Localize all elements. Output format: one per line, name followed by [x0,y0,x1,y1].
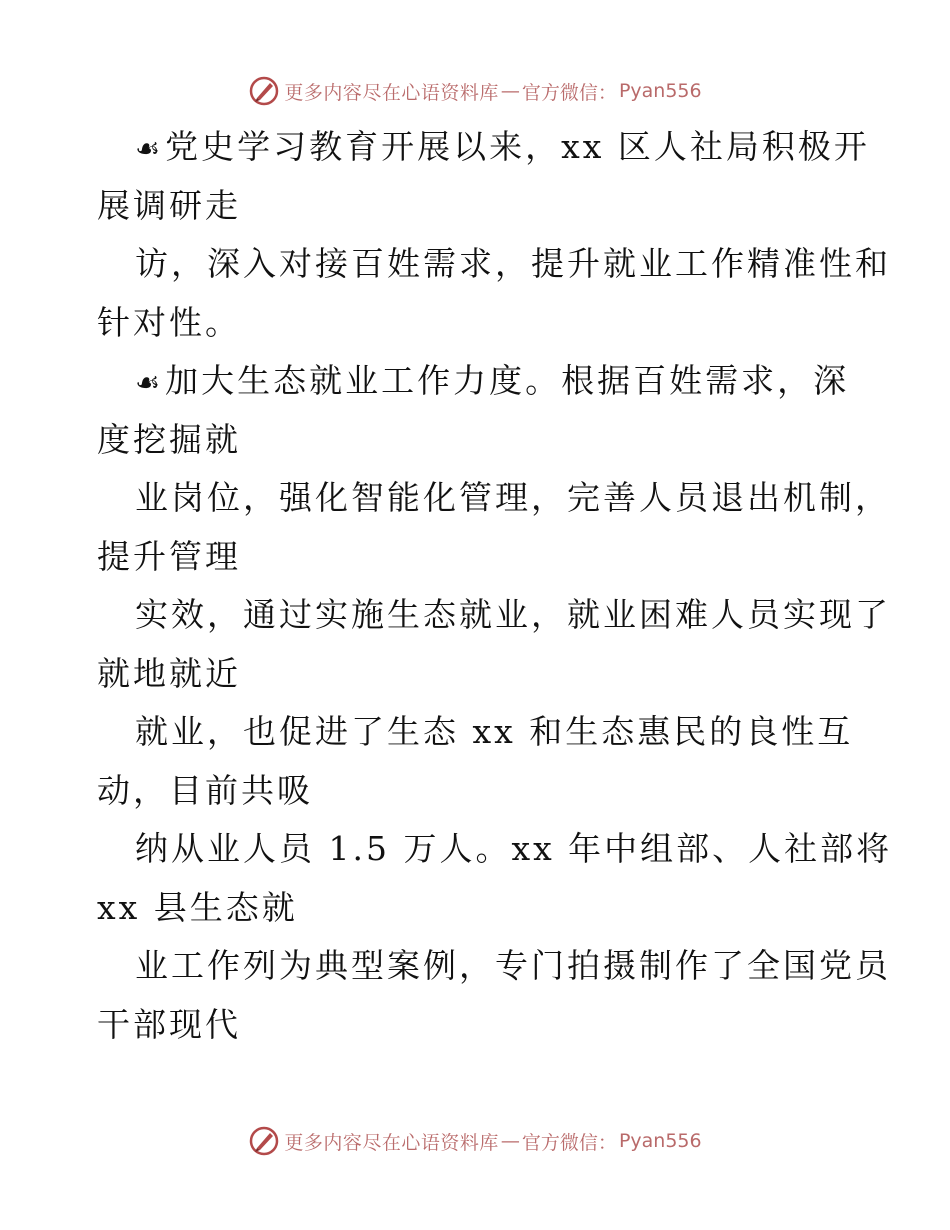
header-wechat-label: 官方微信： [521,81,617,104]
text-line: 业工作列为典型案例，专门拍摄制作了全国党员 [135,946,891,985]
document-body [97,118,893,1054]
header-wechat-id: Pyan556 [618,80,702,102]
fleuron-bullet-icon: ☙ [135,132,164,165]
text-line: 动，目前共吸 [97,770,313,810]
fleuron-bullet-icon: ☙ [135,366,164,399]
text-line: 干部现代 [97,1004,241,1044]
text-line: 就业，也促进了生态 xx 和生态惠民的良性互 [135,712,854,751]
header-site-text: 更多内容尽在心语资料库 [284,81,499,104]
text-line: 针对性。 [97,302,241,342]
text-line: 实效，通过实施生态就业，就业困难人员实现了 [135,595,891,634]
footer-wechat-id: Pyan556 [618,1130,702,1152]
text-line: 纳从业人员 1.5 万人。xx 年中组部、人社部将 [135,829,893,868]
text-line [97,352,857,411]
footer-dash: — [500,1130,520,1152]
text-line: 提升管理 [97,536,241,576]
pen-logo-icon [248,75,280,107]
footer-site-text: 更多内容尽在心语资料库 [284,1131,499,1154]
text-line: 业岗位，强化智能化管理，完善人员退出机制， [135,478,891,517]
text-line [97,118,870,177]
text-line-content: 党史学习教育开展以来，xx 区人社局积极开 [165,127,870,166]
pen-logo-icon [248,1125,280,1157]
header-dash: — [500,80,520,102]
footer-watermark [0,1121,950,1161]
text-line: xx 县生态就 [97,887,298,927]
text-line: 就地就近 [97,653,241,693]
header-watermark [0,71,950,111]
text-line: 展调研走 [97,185,241,225]
text-line: 访，深入对接百姓需求，提升就业工作精准性和 [135,244,891,283]
footer-wechat-label: 官方微信： [521,1131,617,1154]
text-line: 度挖掘就 [97,419,241,459]
text-line-content: 加大生态就业工作力度。根据百姓需求，深 [165,361,850,400]
